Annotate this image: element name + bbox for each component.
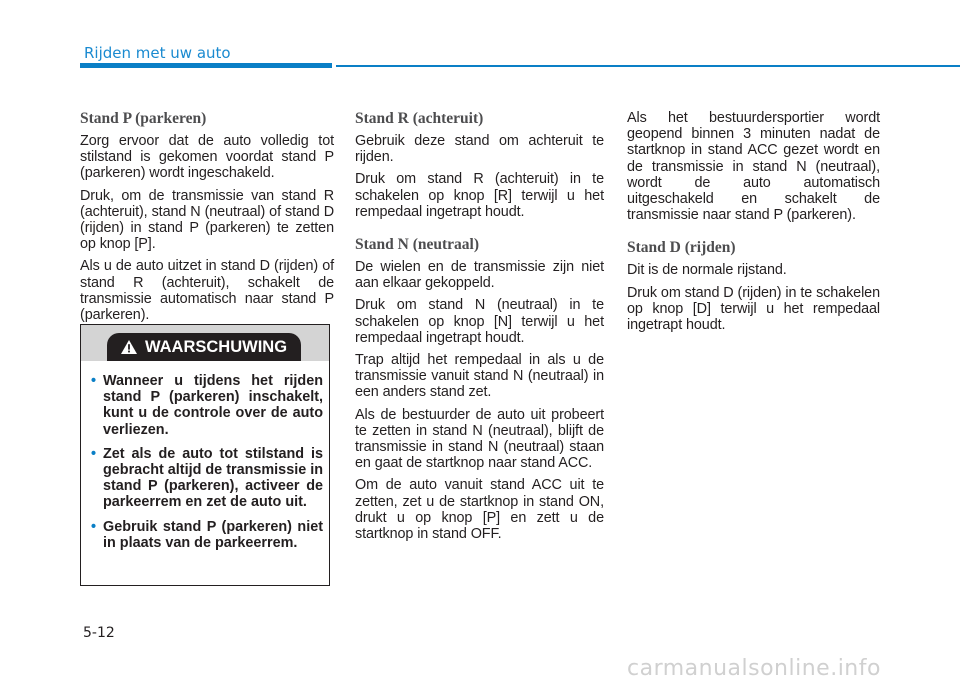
column-2 bbox=[355, 110, 604, 548]
warning-header-bar bbox=[81, 325, 329, 361]
heading-stand-p: Stand P (parkeren) bbox=[80, 110, 207, 127]
paragraph: De wielen en de transmissie zijn niet aan elkaar gekoppeld. bbox=[355, 259, 604, 292]
paragraph: Druk om stand D (rijden) in te schakelen op knop [D] terwijl u het rempedaal ingetrapt houdt. bbox=[627, 284, 880, 334]
warning-box bbox=[80, 324, 330, 586]
paragraph: Om de auto vanuit stand ACC uit te zetten, zet u de startknop in stand ON, drukt u op knop [P] en zett u de startknop in stand OFF. bbox=[355, 477, 604, 543]
heading-stand-r: Stand R (achteruit) bbox=[355, 110, 484, 127]
warning-item-text: Gebruik stand P (parkeren) niet in plaats van de parkeerrem. bbox=[103, 518, 323, 551]
column-3 bbox=[627, 110, 880, 339]
warning-title: WAARSCHUWING bbox=[144, 337, 288, 356]
warning-item bbox=[91, 373, 323, 438]
watermark: carmanualsonline.info bbox=[627, 656, 881, 681]
page-number: 5-12 bbox=[83, 625, 115, 641]
warning-title-tab bbox=[107, 333, 301, 361]
paragraph: Zorg ervoor dat de auto volledig tot stilstand is gekomen voordat stand P (parkeren) wordt ingeschakeld. bbox=[80, 133, 334, 182]
heading-stand-d: Stand D (rijden) bbox=[627, 239, 736, 257]
section-title: Rijden met uw auto bbox=[84, 44, 231, 62]
paragraph: Dit is de normale rijstand. bbox=[627, 262, 787, 279]
warning-item-text: Wanneer u tijdens het rijden stand P (parkeren) inschakelt, kunt u de controle over de auto verliezen. bbox=[103, 373, 323, 438]
column-1 bbox=[80, 110, 334, 329]
warning-item bbox=[91, 519, 323, 551]
paragraph: Druk om stand R (achteruit) in te schakelen op knop [R] terwijl u het rempedaal ingetrapt houdt. bbox=[355, 171, 604, 220]
warning-list bbox=[91, 373, 323, 559]
bullet-dot-icon: • bbox=[91, 373, 97, 389]
warning-item-text: Zet als de auto tot stilstand is gebracht altijd de transmissie in stand P (parkeren), activeer de parkeerrem en zet de auto uit. bbox=[103, 445, 323, 511]
header-rule-thin bbox=[336, 65, 960, 67]
paragraph: Als u de auto uitzet in stand D (rijden) of stand R (achteruit), schakelt de transmissie automatisch naar stand P (parkeren). bbox=[80, 258, 334, 324]
paragraph: Als het bestuurdersportier wordt geopend binnen 3 minuten nadat de startknop in stand ACC gezet wordt en de transmissie in stand N (neutraal), wordt de auto automatisch uitgeschakeld en schakelt de transmissie naar stand P (parkeren). bbox=[627, 110, 880, 224]
paragraph: Als de bestuurder de auto uit probeert te zetten in stand N (neutraal), blijft de transmissie in stand N (neutraal) staan en gaat de startknop naar stand ACC. bbox=[355, 406, 604, 472]
bullet-dot-icon: • bbox=[91, 445, 97, 462]
paragraph: Druk om stand N (neutraal) in te schakelen op knop [N] terwijl u het rempedaal ingetrapt houdt. bbox=[355, 297, 604, 346]
heading-stand-n: Stand N (neutraal) bbox=[355, 236, 480, 254]
warning-triangle-icon bbox=[121, 340, 137, 354]
paragraph: Gebruik deze stand om achteruit te rijden. bbox=[355, 133, 604, 166]
warning-item bbox=[91, 446, 323, 511]
header-rule-thick bbox=[80, 63, 332, 68]
paragraph: Trap altijd het rempedaal in als u de transmissie vanuit stand N (neutraal) in een anders stand zet. bbox=[355, 352, 604, 401]
bullet-dot-icon: • bbox=[91, 518, 97, 535]
paragraph: Druk, om de transmissie van stand R (achteruit), stand N (neutraal) of stand D (rijden) in stand P (parkeren) te zetten op knop [P]. bbox=[80, 187, 334, 253]
